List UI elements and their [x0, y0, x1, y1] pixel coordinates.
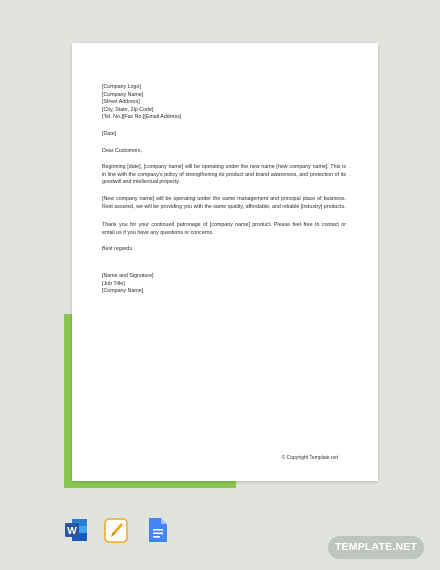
- letter-page: [72, 43, 378, 481]
- company-logo-placeholder: [Company Logo]: [102, 84, 141, 90]
- contact-info-placeholder: [Tel. No.][Fax No.][Email Address]: [102, 114, 182, 121]
- salutation: Dear Customers,: [102, 147, 143, 154]
- letter-body: [102, 84, 346, 296]
- street-address-placeholder: [Street Address]: [102, 99, 140, 106]
- city-state-zip-placeholder: [City, State, Zip Code]: [102, 106, 154, 113]
- paragraph-thanks: Thank you for your continued patronage of [company name] product. Please feel free to contact or email us if you have any questions or concerns.: [102, 222, 346, 236]
- microsoft-word-icon[interactable]: [64, 516, 88, 544]
- company-name-placeholder: [Company Name]: [102, 91, 144, 98]
- paragraph-announcement: Beginning [date], [company name] will be operating under the new name [new company name]. This is in line with the company's policy of strengthening its product and brand awareness, and protection of its goodwill and intellectual property.: [102, 164, 346, 186]
- signature-name: [Name and Signature]: [102, 272, 154, 279]
- date-placeholder: [Date]: [102, 130, 117, 137]
- template-net-badge[interactable]: TEMPLATE.NET: [328, 536, 424, 559]
- svg-text:W: W: [67, 526, 77, 537]
- signature-company: [Company Name]: [102, 288, 144, 295]
- apple-pages-icon[interactable]: [104, 516, 128, 544]
- paragraph-management: [New company name] will be operating under the same management and principal place of business. Rest assured, we will be providing you with the same quality, affordable, and reliable [industry] products.: [102, 195, 346, 210]
- copyright-text: © Copyright Template.net: [281, 455, 338, 461]
- google-docs-icon[interactable]: [146, 516, 170, 544]
- signature-title: [Job Title]: [102, 280, 125, 287]
- closing: Best regards,: [102, 246, 134, 253]
